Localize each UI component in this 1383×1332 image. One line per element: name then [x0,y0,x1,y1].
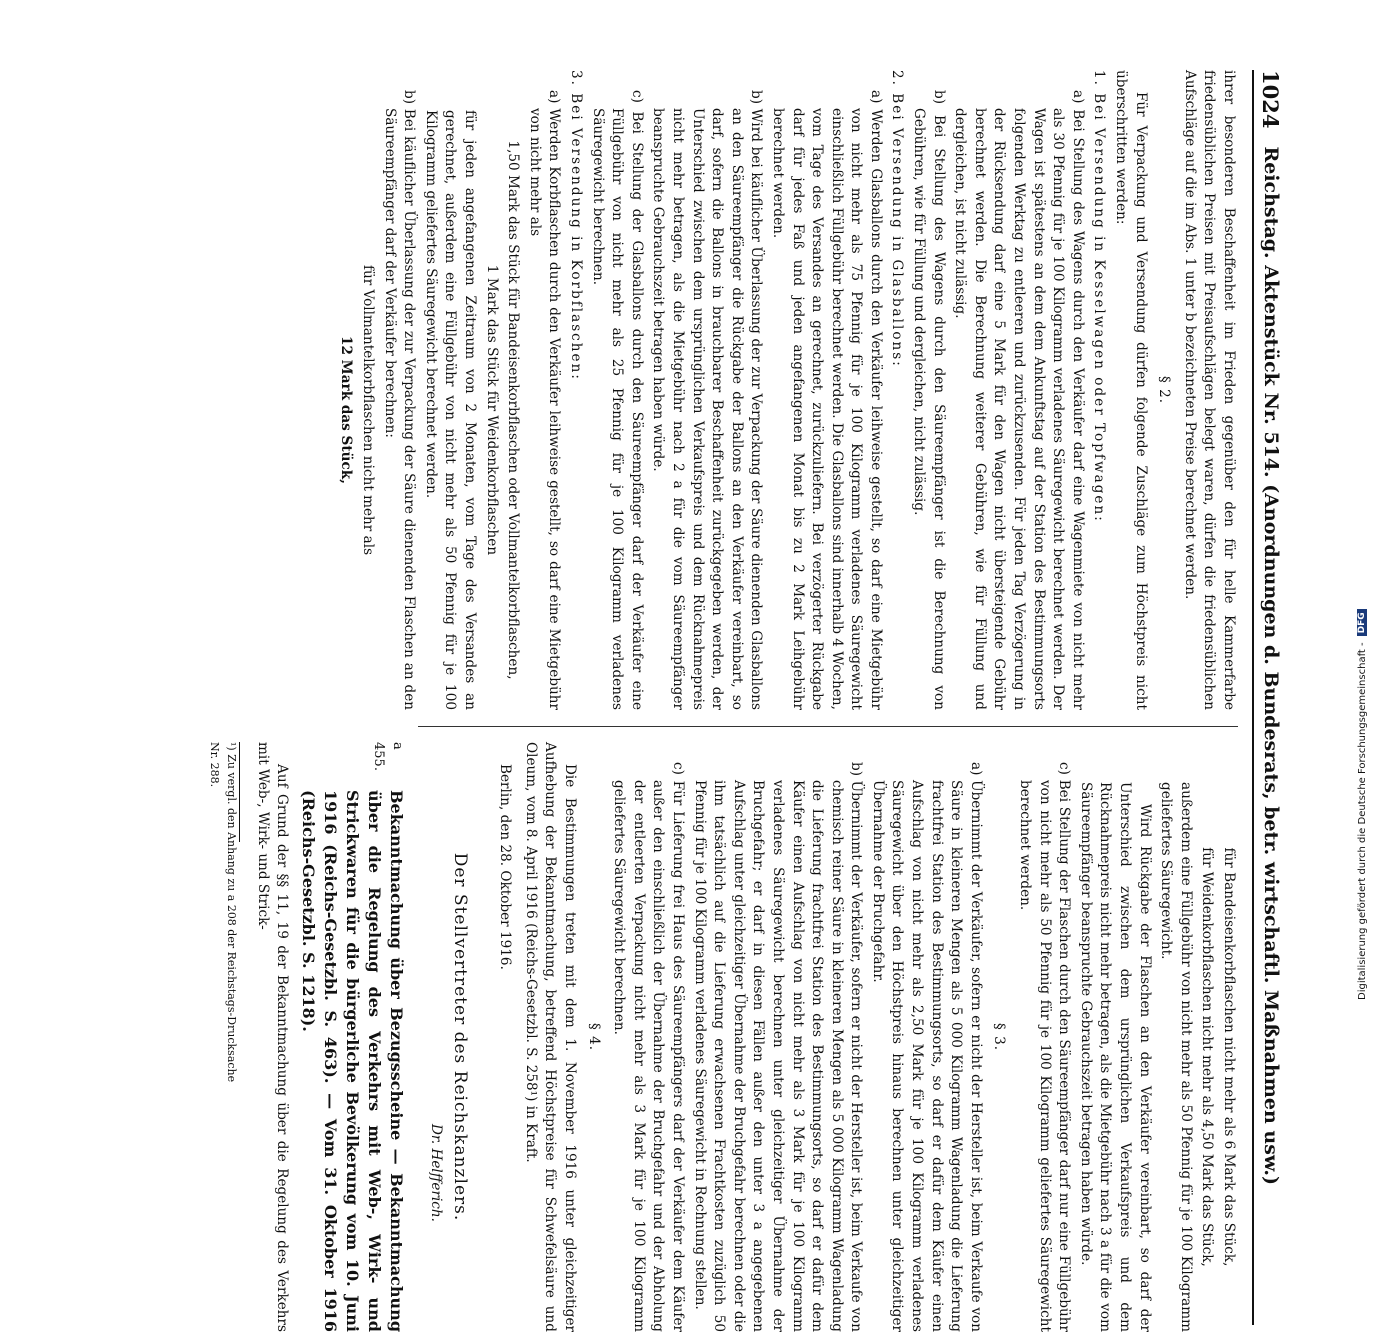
paragraph: Auf Grund der §§ 11, 19 der Bekanntmachung über die Regelung des Verkehrs mit Web-, Wirk- und Strick- [254,742,291,1332]
price-line: 1,50 Mark das Stück für Bandeisenkorbflaschen oder Vollmantelkorbflaschen, [505,140,522,680]
sub-item: a) Werden Korbflaschen durch den Verkäufer leihweise gestellt, so darf eine Mietgebühr von nicht mehr als [526,90,563,710]
paragraph: Für Verpackung und Versendung dürfen folgende Zuschläge zum Höchstpreis nicht überschritten werden: [1113,70,1149,710]
left-column [334,70,1238,710]
paragraph: Die Bestimmungen treten mit dem 1. November 1916 unter gleichzeitiger Aufhebung der Bekanntmachung, betreffend Höchstpreise für Schwefelsäure und Oleum, vom 8. April 1916 (Reichs-Gesetzbl. S. 258¹) in Kraft. [522,742,578,1332]
credit-text: Digitalisierung gefördert durch die Deutsche Forschungsgemeinschaft - [1356,642,1368,1000]
paragraph: Wird Rückgabe der Flaschen an den Verkäufer vereinbart, so darf der Unterschied zwischen dem ursprünglichen Verkaufspreis und dem Rücknahmepreis nicht mehr betragen, als die Mietgebühr nach 3 a für die vom Säureempfänger beanspruchte Gebrauchszeit betragen haben würde. [1077,782,1153,1332]
paragraph: für jeden angefangenen Zeitraum von 2 Monaten, vom Tage des Versandes an gerechnet, außerdem eine Füllgebühr von nicht mehr als 50 Pfennig für je 100 Kilogramm geliefertes Säuregewicht berechnet werden. [422,110,479,710]
price-line: für Weidenkorbflaschen nicht mehr als 4,50 Mark das Stück, [1199,847,1216,1267]
sub-item: c) Bei Stellung der Glasballons durch den Säureempfänger darf der Verkäufer eine Füllgebühr von nicht mehr als 25 Pfennig für je 100 Kilogramm verladenes Säuregewicht berechnen. [589,90,645,710]
footnote-rule [239,742,240,842]
item-heading: 1. Bei Versendung in Kesselwagen oder Topfwagen: [1091,70,1108,523]
paragraph: ihrer besonderen Beschaffenheit im Frieden gegenüber den für helle Kammerfarbe friedensüblichen Preisen mit Preisaufschlägen belegt waren, dürfen die friedensüblichen Aufschläge auf die im Abs. 1 unter b bezeichneten Preise berechnet werden. [1181,70,1237,710]
price-line: für Bandeisenkorbflaschen nicht mehr als 6 Mark das Stück, [1221,847,1237,1267]
price-line: 12 Mark das Stück, [338,336,355,484]
sub-item: c) Bei Stellung der Flaschen durch den Säureempfänger darf nur eine Füllgebühr von nicht mehr als 50 Pfennig für je 100 Kilogramm geliefertes Säuregewicht berechnet werden. [1017,762,1073,1332]
section-heading: § 4. [585,1022,602,1052]
sub-item: a) Übernimmt der Verkäufer, sofern er nicht der Hersteller ist, beim Verkaufe von Säure in kleineren Mengen als 5 000 Kilogramm Wagenladung die Lieferung frachtfrei Station des Bestimmungsorts, so darf er dafür dem Käufer einen Aufschlag von nicht mehr als 2,50 Mark für je 100 Kilogramm verladenes Säuregewicht über den Höchstpreis hinaus berechnen unter gleichzeitiger Übernahme der Bruchgefahr. [869,762,984,1332]
item-heading: 3. Bei Versendung in Korbflaschen: [568,70,584,381]
paragraph: außerdem eine Füllgebühr von nicht mehr als 50 Pfennig für je 100 Kilogramm geliefertes Säuregewicht. [1158,782,1194,1332]
date-line: Berlin, den 28. Oktober 1916. [497,764,514,970]
price-line: 1 Mark das Stück für Weidenkorbflaschen [483,264,500,556]
footnote: ¹) Zu vergl. den Anhang zu a 208 der Reichstags-Drucksache [225,742,239,1083]
announcement-number: a 455. [370,742,406,771]
item-heading: 2. Bei Versendung in Glasballons: [889,70,906,368]
sub-item: b) Wird bei käuflicher Überlassung der zur Verpackung der Säure dienenden Glasballons an den Säureempfänger die Rückgabe der Ballons an den Verkäufer vereinbart, so darf, sofern die Ballons in brauchbarer Beschaffenheit zurückgegeben werden, der Unterschied zwischen dem ursprünglichen Verkaufspreis und dem Rücknahmepreis nicht mehr betragen, als die Mietgebühr nach 2 a für die vom Säureempfänger beanspruchte Gebrauchszeit betragen haben würde. [650,90,765,710]
signature-name: Dr. Helfferich. [428,1123,445,1222]
signature-title: Der Stellvertreter des Reichskanzlers. [449,852,470,1222]
announcement [297,742,407,1332]
right-column [205,742,1238,1332]
section-heading: § 2. [1156,375,1173,405]
column-divider [418,726,1238,727]
sub-item: a) Werden Glasballons durch den Verkäufer leihweise gestellt, so darf eine Mietgebühr von nicht mehr als 75 Pfennig für je 100 Kilogramm verladenes Säuregewicht einschließlich Füllgebühr berechnet werden. Die Glasballons sind innerhalb 4 Wochen, vom Tage des Versandes an gerechnet, zurückzuliefern. Bei verzögerter Rückgabe darf für jedes Faß und jeden angefangenen Monat bis zu 2 Mark Leihgebühr berechnet werden. [769,90,884,710]
sub-item: b) Bei käuflicher Überlassung der zur Verpackung der Säure dienenden Flaschen an den Säureempfänger darf der Verkäufer berechnen: [381,90,418,710]
sub-item: b) Bei Stellung des Wagens durch den Säureempfänger ist die Berechnung von Gebühren, wie für Füllung und dergleichen, nicht zulässig. [911,90,947,710]
page-number: 1024 [1258,70,1284,129]
dfg-logo: DFG [1357,609,1367,636]
section-heading: § 3. [991,1022,1008,1052]
sub-item: b) Übernimmt der Verkäufer, sofern er nicht der Hersteller ist, beim Verkaufe von chemisch reiner Säure in kleineren Mengen als 5 000 Kilogramm Wagenladung die Lieferung frachtfrei Station des Bestimmungsorts, so darf er dafür dem Käufer einen Aufschlag von nicht mehr als 3 Mark für je 100 Kilogramm verladenes Säuregewicht berechnen unter gleichzeitiger Übernahme der Bruchgefahr; er darf in diesen Fällen außer den unter 3 a angegebenen Aufschlag unter gleichzeitiger Übernahme der Bruchgefahr berechnen oder die ihm tatsächlich auf die Lieferung erwachsenen Frachtkosten zuzüglich 50 Pfennig für je 100 Kilogramm verladenes Säuregewicht in Rechnung stellen. [691,762,865,1332]
sub-item: c) Für Lieferung frei Haus des Säureempfängers darf der Verkäufer dem Käufer außer den einschließlich der Übernahme der Bruchgefahr und der Abholung der entleerten Verpackung nicht mehr als 3 Mark für je 100 Kilogramm geliefertes Säuregewicht berechnen. [611,762,686,1332]
running-header [1252,70,1288,1325]
sub-item: a) Bei Stellung des Wagens durch den Verkäufer darf eine Wagenmiete von nicht mehr als 30 Pfennig für je 100 Kilogramm verladenes Säuregewicht berechnet werden. Der Wagen ist spätestens an dem dem Ankunftstag auf der Station des Bestimmungsorts folgenden Werktag zu entleeren und zurückzusenden. Für jeden Tag Verzögerung in der Rücksendung darf eine 5 Mark für den Wagen nicht übersteigende Gebühr berechnet werden. Die Berechnung weiterer Gebühren, wie für Füllung und dergleichen, ist nicht zulässig. [952,90,1086,710]
price-line: für Vollmantelkorbflaschen nicht mehr als [360,264,377,556]
announcement-title: Bekanntmachung über Bezugsscheine — Bekanntmachung über die Regelung des Verkehrs mit Web-, Wirk- und Strickwaren für die bürgerliche Bevölkerung vom 10. Juni 1916 (Reichs-Gesetzbl. S. 463). — Vom 31. Oktober 1916 (Reichs-Gesetzbl. S. 1218). [299,790,407,1332]
digitization-credit [1352,0,1372,1000]
footnote: Nr. 288. [208,742,222,788]
running-title: Reichstag. Aktenstück Nr. 514. (Anordnungen d. Bundesrats, betr. wirtschaftl. Maßnahmen usw.) [1260,146,1282,1185]
